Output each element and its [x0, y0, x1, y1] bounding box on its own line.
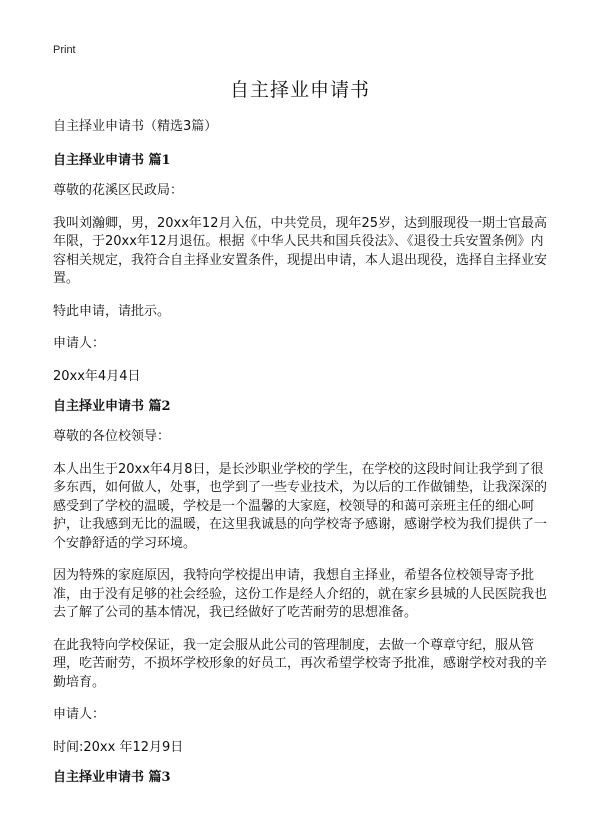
- print-label: Print: [53, 44, 76, 56]
- salutation: 尊敬的花溪区民政局：: [53, 183, 184, 198]
- document-body: [53, 118, 551, 799]
- document-title: 自主择业申请书: [229, 79, 370, 101]
- date-line: 20xx年4月4日: [53, 368, 141, 384]
- date-line: 时间:20xx 年12月9日: [53, 739, 184, 755]
- salutation: 尊敬的各位校领导：: [53, 429, 171, 444]
- body-paragraph: 本人出生于20xx年4月8日，是长沙职业学校的学生，在学校的这段时间让我学到了很多东西，如何做人，处事，也学到了一些专业技术，为以后的工作做铺垫，让我深深的感受到了学校的温暖，学校是一个温馨的大家庭，校领导的和蔼可亲班主任的细心呵护，让我感到无比的温暖，在这里我诚恳的向学校寄予感谢，感谢学校为我们提供了一个安静舒适的学习环境。: [53, 461, 548, 551]
- section-heading: 自主择业申请书 篇1: [53, 153, 171, 168]
- document-subtitle: 自主择业申请书（精选3篇）: [53, 119, 218, 134]
- section-heading: 自主择业申请书 篇3: [53, 770, 171, 785]
- applicant-label: 申请人：: [53, 336, 106, 351]
- body-paragraph: 在此我特向学校保证，我一定会服从此公司的管理制度，去做一个尊章守纪，服从管理，吃苦耐劳，不损坏学校形象的好员工，再次希望学校寄予批准，感谢学校对我的辛勤培育。: [53, 637, 548, 690]
- body-paragraph: 我叫刘瀚卿，男，20xx年12月入伍，中共党员，现年25岁，达到服现役一期士官最高年限，于20xx年12月退伍。根据《中华人民共和国兵役法》、《退役士兵安置条例》内容相关规定，我符合自主择业安置条件，现提出申请，本人退出现役，选择自主择业安置。: [53, 215, 548, 286]
- closing-request: 特此申请，请批示。: [53, 303, 171, 319]
- applicant-label: 申请人：: [53, 707, 106, 722]
- section-heading: 自主择业申请书 篇2: [53, 399, 171, 414]
- section-2: [53, 398, 551, 757]
- section-3: [53, 769, 551, 787]
- section-1: [53, 152, 551, 386]
- body-paragraph: 因为特殊的家庭原因，我特向学校提出申请，我想自主择业，希望各位校领导寄予批准，由于没有足够的社会经验，这份工作是经人介绍的，就在家乡县城的人民医院我也去了解了公司的基本情况，我已经做好了吃苦耐劳的思想准备。: [53, 568, 548, 620]
